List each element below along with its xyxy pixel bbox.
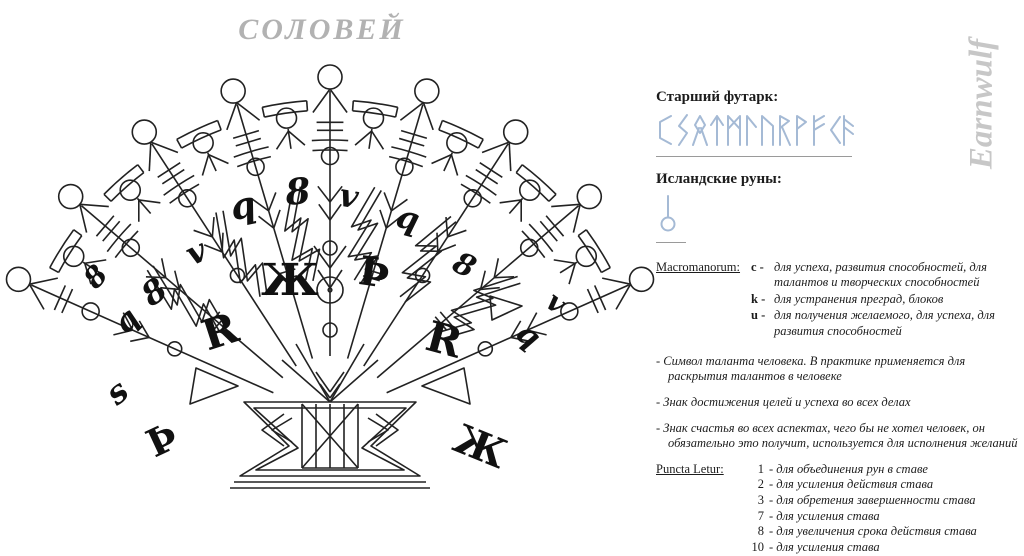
notes-block: [656, 354, 1018, 452]
macro-text: для получения желаемого, для успеха, для развития способностей: [774, 308, 1018, 339]
futhark-runes-drawing: [656, 112, 854, 148]
rune-kenaz: [831, 117, 840, 143]
puncta-text: - для обретения завершенности става: [769, 493, 975, 509]
rune-uruz: [762, 116, 773, 145]
rune-laguz: [747, 116, 756, 145]
stave-letter-glyph: Þ: [356, 251, 392, 295]
stave-letter-glyph: R: [422, 315, 467, 365]
puncta-text: - для усиления действия става: [769, 477, 933, 493]
stave-letter-glyph: v: [541, 287, 571, 319]
rune-ansuz: [844, 116, 853, 145]
stave-letter-glyph: v: [337, 179, 361, 214]
puncta-list: [744, 462, 977, 556]
stave-letter-glyph: R: [197, 307, 243, 358]
stave-letter-glyph: q: [227, 186, 259, 226]
puncta-item: [744, 493, 977, 509]
stave-letter-glyph: v: [181, 234, 211, 271]
macro-text: для успеха, развития способностей, для талантов и творческих способностей: [774, 260, 1018, 291]
puncta-item: [744, 509, 977, 525]
icelandic-rune: [658, 194, 1018, 240]
rune-mannaz: [728, 116, 740, 145]
stave-letter-glyph: 8: [79, 260, 113, 293]
futhark-heading: Старший футарк:: [656, 88, 1018, 107]
legend-panel: [656, 88, 1018, 556]
note-item: - Знак счастья во всех аспектах, чего бы не хотел человек, он обязательно это получит, используется для исполнения желаний: [656, 421, 1018, 452]
page-title: СОЛОВЕЙ: [238, 13, 406, 47]
puncta-text: - для объединения рун в ставе: [769, 462, 928, 478]
stave-letter-glyph: Ж: [448, 419, 512, 476]
macromanorum-block: [656, 260, 1018, 341]
note-item: - Символ таланта человека. В практике применяется для раскрытия талантов в человеке: [656, 354, 1018, 385]
macro-key: u -: [751, 308, 771, 340]
stave-letter-glyph: Ж: [261, 259, 319, 303]
puncta-num: 2: [744, 477, 764, 493]
stave-letter-glyph: 8: [136, 273, 173, 312]
note-item: - Знак достижения целей и успеха во всех делах: [656, 395, 1018, 411]
macro-key: k -: [751, 292, 771, 309]
rune-tiwaz: [711, 116, 723, 145]
rune-raido: [780, 116, 790, 145]
stave-letter-glyph: q: [393, 200, 423, 237]
puncta-num: 8: [744, 524, 764, 540]
rune-fehu: [814, 116, 824, 145]
puncta-text: - для усиления става: [769, 509, 880, 525]
puncta-letur-block: [656, 462, 1018, 556]
puncta-item: [744, 462, 977, 478]
stave-letter-glyph: 8: [448, 248, 480, 284]
puncta-item: [744, 477, 977, 493]
futhark-runes: [656, 112, 1018, 154]
stave-letter-glyph: s: [100, 374, 134, 410]
puncta-text: - для усиления става: [769, 540, 880, 556]
pin-rune-icon: [658, 194, 680, 234]
stave-letter-glyph: q: [510, 318, 545, 355]
stave-letter-glyph: q: [109, 303, 145, 339]
stave-letter-glyph: Þ: [141, 417, 183, 464]
macromanorum-label: Macromanorum:: [656, 260, 748, 292]
icelandic-underline: [656, 242, 686, 243]
rune-sowilo: [679, 115, 687, 145]
puncta-num: 7: [744, 509, 764, 525]
puncta-label: Puncta Letur:: [656, 462, 744, 556]
puncta-item: [744, 524, 977, 540]
rune-wunjo: [797, 116, 806, 145]
artist-watermark: Earnwulf: [964, 39, 1001, 169]
rune-kauna: [660, 116, 671, 144]
puncta-num: 3: [744, 493, 764, 509]
icelandic-heading: Исландские руны:: [656, 170, 1018, 189]
puncta-num: 1: [744, 462, 764, 478]
puncta-num: 10: [744, 540, 764, 556]
macro-text: для устранения преград, блоков: [774, 292, 1018, 308]
puncta-item: [744, 540, 977, 556]
rune-othala: [693, 116, 707, 145]
stave-letter-glyph: 8: [284, 173, 312, 211]
macro-key: c -: [751, 260, 771, 292]
puncta-text: - для увеличения срока действия става: [769, 524, 977, 540]
futhark-underline: [656, 156, 852, 157]
